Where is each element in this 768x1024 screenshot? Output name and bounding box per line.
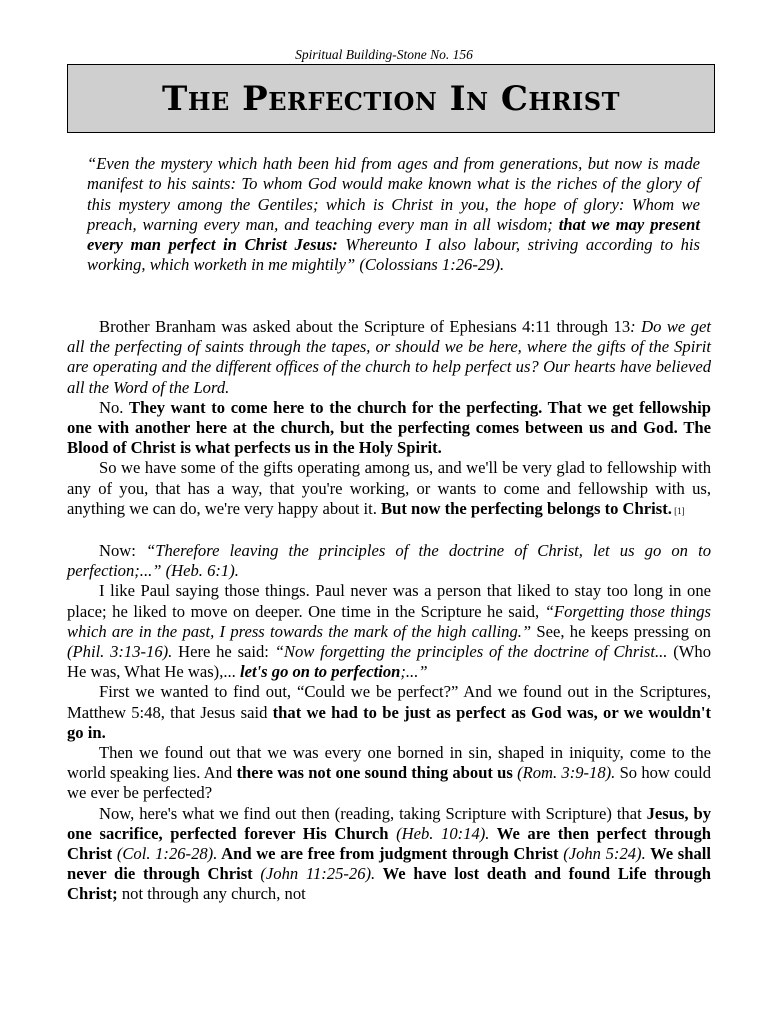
text-run: So we have some of the gifts operating among us, and we'll be very glad to fellowship with any of you, that has a way, that you're working, or wants to come and fellowship with us, anything we can do, we're very happy about it. (67, 458, 711, 518)
text-run: not through any church, not (117, 884, 306, 904)
text-run: (Who He was, What He was),... (67, 642, 712, 682)
paragraph (67, 398, 711, 459)
footnote-ref: [1] (671, 505, 685, 516)
italic-run: ;...” (400, 662, 428, 682)
quote-text: Whereunto I also labour, striving according to his working, which worketh in me mightily” (Colossians 1:26-29). (87, 235, 700, 275)
title-banner (67, 64, 715, 133)
text-run: Now, here's what we find out then (reading, taking Scripture with Scripture) that (99, 803, 647, 823)
scripture-quote (87, 154, 700, 276)
bold-run: We shall never die through Christ (67, 844, 711, 884)
quote-text: “Even the mystery which hath been hid from ages and from generations, but now is made manifest to his saints: To whom God would make known what is the riches of the glory of this mystery among the Gentiles; which is Christ in you, the hope of glory: Whom we preach, warning every man, and teaching every man in all wisdom; (87, 154, 700, 234)
paragraph (67, 458, 711, 521)
italic-run: : Do we get all the perfecting of saints through the tapes, or should we be here, where the gifts of the Spirit are operating and the different offices of the church to help perfect us? Our hearts have believed all the Word of the Lord. (67, 317, 711, 397)
italic-run: (Phil. 3:13-16). (67, 642, 173, 662)
bold-run: They want to come here to the church for the perfecting. That we get fellowship one with another here at the church, but the perfecting comes between us and God. The Blood of Christ is what perfects us in the Holy Spirit. (67, 397, 712, 458)
paragraph (67, 317, 711, 398)
text-run: So how could we ever be perfected? (67, 763, 711, 803)
text-run: I like Paul saying those things. Paul never was a person that liked to stay too long in one place; he liked to move on deeper. One time in the Scripture he said, (67, 581, 711, 621)
text-run: Here he said: (172, 642, 275, 662)
italic-run: (John 5:24). (558, 844, 646, 864)
text-run: Brother Branham was asked about the Scripture of Ephesians 4:11 through 13 (99, 317, 631, 336)
bold-run: there was not one sound thing about us (236, 763, 513, 783)
text-run: Now: (99, 541, 146, 561)
text-run: Then we found out that we was every one borned in sin, shaped in iniquity, come to the world speaking lies. And (67, 743, 711, 783)
italic-run: (Heb. 10:14). (388, 823, 490, 843)
bold-run: that we had to be just as perfect as God was, or we wouldn't go in. (67, 702, 711, 742)
italic-run: (John 11:25-26). (252, 864, 376, 884)
italic-run: (Rom. 3:9-18). (512, 763, 616, 783)
paragraph (67, 682, 711, 743)
quote-emphasis: that we may present every man perfect in Christ Jesus: (87, 214, 700, 255)
page-header: Spiritual Building-Stone No. 156 (295, 47, 473, 62)
bold-run: Jesus, by one sacrifice, perfected forever His Church (67, 803, 711, 843)
paragraph (67, 743, 711, 804)
bold-run: We have lost death and found Life through Christ; (67, 864, 712, 904)
paragraph (67, 541, 711, 581)
italic-run: “Now forgetting the principles of the doctrine of Christ... (274, 642, 668, 662)
italic-run: “Forgetting those things which are in the past, I press towards the mark of the high calling.” (67, 601, 711, 641)
text-run: See, he keeps pressing on (531, 621, 711, 641)
paragraph (67, 581, 711, 682)
italic-run: (Col. 1:26-28). (112, 844, 218, 864)
bold-run: And we are free from judgment through Christ (217, 844, 559, 864)
paragraph (67, 804, 711, 905)
bold-run: We are then perfect through Christ (67, 823, 711, 864)
text-run: No. (99, 397, 130, 417)
article-body (67, 317, 711, 905)
page-title: The Perfection In Christ (162, 78, 620, 119)
italic-run: “Therefore leaving the principles of the doctrine of Christ, let us go on to perfection;...” (Heb. 6:1). (67, 541, 711, 581)
bold-italic-run: let's go on to perfection (239, 662, 401, 682)
text-run: First we wanted to find out, “Could we be perfect?” And we found out in the Scriptures, Matthew 5:48, that Jesus said (67, 682, 711, 722)
bold-run: But now the perfecting belongs to Christ. (381, 498, 672, 518)
